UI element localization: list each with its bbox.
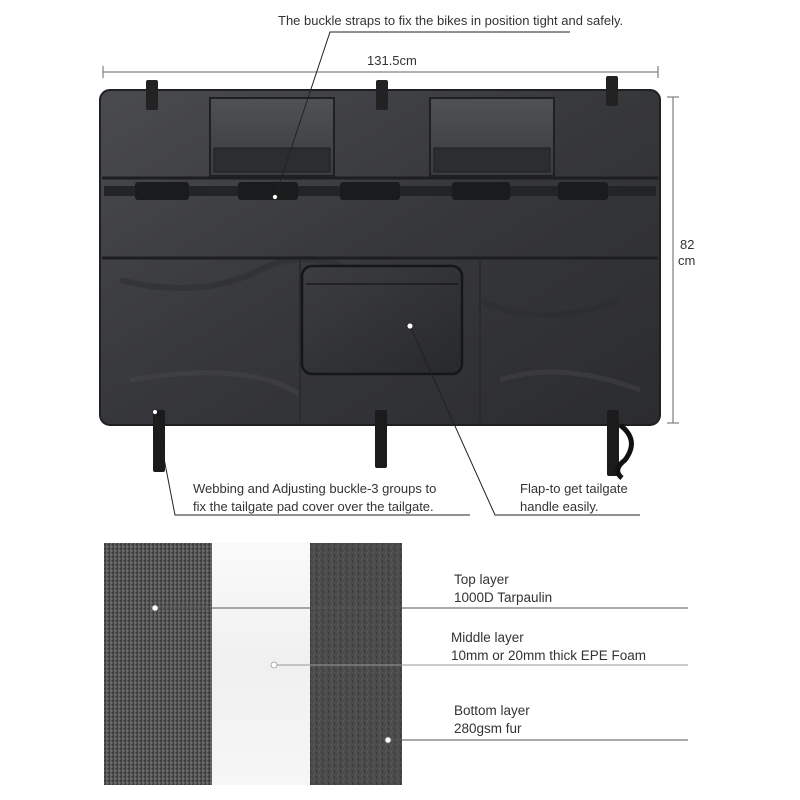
foam-swatch: [212, 543, 310, 785]
layer-middle-name: Middle layer: [451, 630, 524, 645]
fur-swatch: [310, 543, 402, 785]
webbing-callout-line1: Webbing and Adjusting buckle-3 groups to: [193, 481, 437, 496]
layer-top-material: 1000D Tarpaulin: [454, 590, 553, 605]
buckle-strap-row: [104, 182, 656, 200]
upper-pocket-left: [210, 98, 334, 176]
tailgate-handle-flap: [302, 266, 462, 374]
flap-callout-line1: Flap-to get tailgate: [520, 481, 628, 496]
height-unit: cm: [678, 253, 696, 268]
width-label: 131.5cm: [367, 53, 417, 68]
layer-bottom-name: Bottom layer: [454, 703, 530, 718]
flap-callout-line2: handle easily.: [520, 499, 599, 514]
tarpaulin-swatch: [104, 543, 212, 785]
material-swatches: [104, 543, 402, 785]
height-value: 82: [680, 237, 695, 252]
webbing-callout-line2: fix the tailgate pad cover over the tailgate.: [193, 499, 434, 514]
buckle-straps-callout: The buckle straps to fix the bikes in position tight and safely.: [278, 13, 624, 28]
layer-bottom-material: 280gsm fur: [454, 721, 522, 736]
layer-middle-material: 10mm or 20mm thick EPE Foam: [451, 648, 647, 663]
upper-pocket-right: [430, 98, 554, 176]
layer-top-name: Top layer: [454, 572, 509, 587]
